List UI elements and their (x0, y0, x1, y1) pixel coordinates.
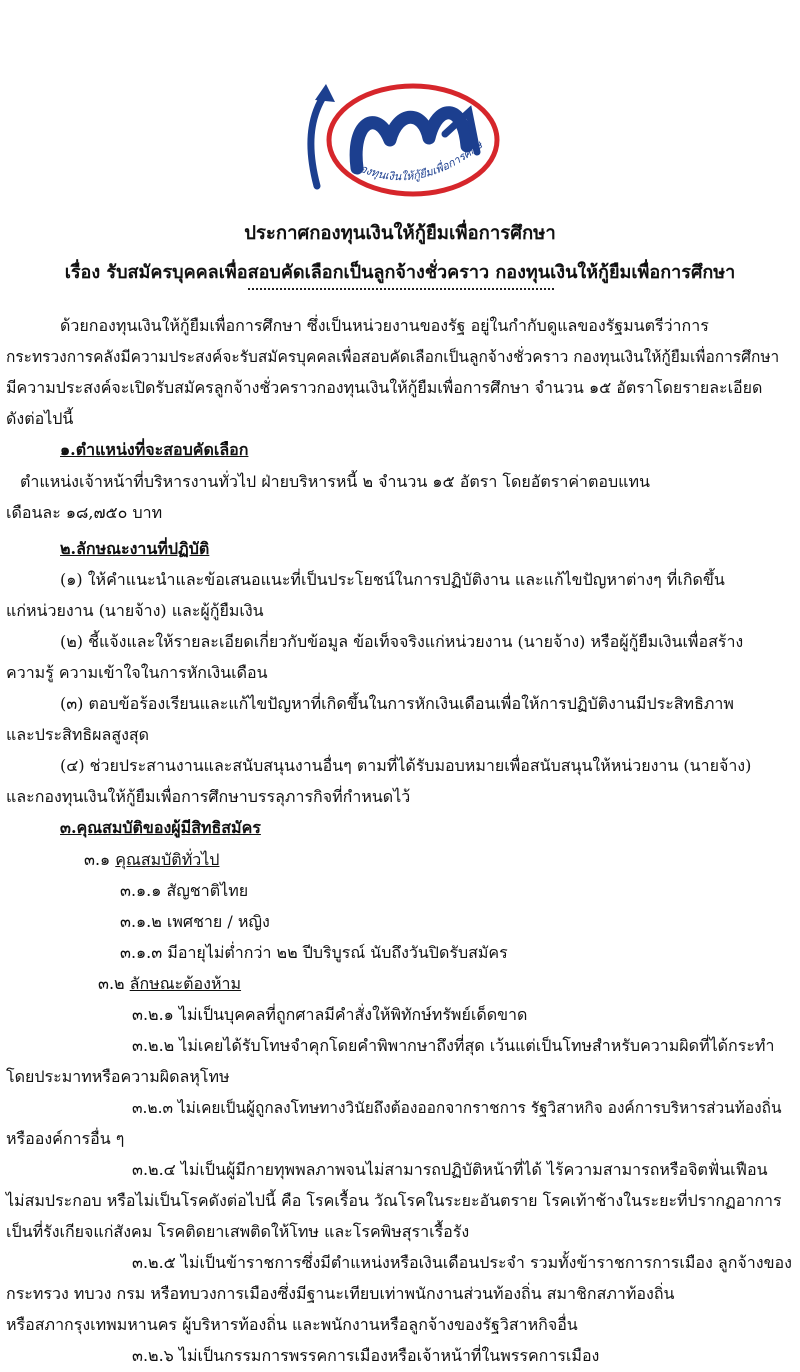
section-3-heading: ๓.คุณสมบัติของผู้มีสิทธิสมัคร (60, 818, 261, 837)
prohibition-line: หรือองค์การอื่น ๆ (6, 1129, 125, 1148)
section-3-1-heading (84, 850, 219, 870)
prohibition-line: ๓.๒.๖ ไม่เป็นกรรมการพรรคการเมืองหรือเจ้าหน้าที่ในพรรคการเมือง (132, 1346, 600, 1365)
prohibition-line: กระทรวง ทบวง กรม หรือทบวงการเมืองซึ่งมีฐานะเทียบเท่าพนักงานส่วนท้องถิ่น สมาชิกสภาท้องถิ่น (6, 1284, 675, 1303)
intro-line: มีความประสงค์จะเปิดรับสมัครลูกจ้างชั่วคราวกองทุนเงินให้กู้ยืมเพื่อการศึกษา จำนวน ๑๕ อัตราโดยรายละเอียด (6, 378, 763, 397)
section-2-heading: ๒.ลักษณะงานที่ปฏิบัติ (60, 539, 210, 558)
announcement-title: ประกาศกองทุนเงินให้กู้ยืมเพื่อการศึกษา (244, 223, 556, 244)
section-1-line: ตำแหน่งเจ้าหน้าที่บริหารงานทั่วไป ฝ่ายบริหารหนี้ ๒ จำนวน ๑๕ อัตรา โดยอัตราค่าตอบแทน (20, 472, 650, 491)
section-2-line: (๑) ให้คำแนะนำและข้อเสนอแนะที่เป็นประโยชน์ในการปฏิบัติงาน และแก้ไขปัญหาต่างๆ ที่เกิดขึ้น (60, 570, 725, 589)
intro-line: ด้วยกองทุนเงินให้กู้ยืมเพื่อการศึกษา ซึ่งเป็นหน่วยงานของรัฐ อยู่ในกำกับดูแลของรัฐมนตรีว่าการ (60, 316, 709, 335)
section-2-line: (๒) ชี้แจ้งและให้รายละเอียดเกี่ยวกับข้อมูล ข้อเท็จจริงแก่หน่วยงาน (นายจ้าง) หรือผู้กู้ยืมเงินเพื่อสร้าง (60, 632, 744, 651)
qualification-item: ๓.๑.๑ สัญชาติไทย (120, 881, 249, 900)
prohibition-line: ไม่สมประกอบ หรือไม่เป็นโรคดังต่อไปนี้ คือ โรคเรื้อน วัณโรคในระยะอันตราย โรคเท้าช้างในระยะที่ปรากฏอาการ (6, 1191, 782, 1210)
prohibition-line: ๓.๒.๕ ไม่เป็นข้าราชการซึ่งมีตำแหน่งหรือเงินเดือนประจำ รวมทั้งข้าราชการการเมือง ลูกจ้างของ (132, 1253, 792, 1272)
logo-ring-text: กองทุนเงินให้กู้ยืมเพื่อการศึกษ (351, 138, 485, 184)
section-3-1-title: คุณสมบัติทั่วไป (115, 850, 220, 869)
announcement-subject: เรื่อง รับสมัครบุคคลเพื่อสอบคัดเลือกเป็นลูกจ้างชั่วคราว กองทุนเงินให้กู้ยืมเพื่อการศึกษา (64, 262, 736, 283)
section-3-2-heading (98, 974, 241, 994)
prohibition-line: ๓.๒.๒ ไม่เคยได้รับโทษจำคุกโดยคำพิพากษาถึงที่สุด เว้นแต่เป็นโทษสำหรับความผิดที่ได้กระทำ (132, 1036, 775, 1055)
intro-line: ดังต่อไปนี้ (6, 409, 74, 428)
section-1-line: เดือนละ ๑๘,๗๕๐ บาท (6, 503, 163, 522)
section-2-line: ความรู้ ความเข้าใจในการหักเงินเดือน (6, 663, 268, 682)
qualification-item: ๓.๑.๒ เพศชาย / หญิง (120, 912, 270, 931)
section-3-1-number: ๓.๑ (84, 850, 111, 869)
intro-line: กระทรวงการคลังมีความประสงค์จะรับสมัครบุคคลเพื่อสอบคัดเลือกเป็นลูกจ้างชั่วคราว กองทุนเงินให้กู้ยืมเพื่อการศึกษา (6, 348, 780, 366)
section-2-line: แก่หน่วยงาน (นายจ้าง) และผู้กู้ยืมเงิน (6, 601, 264, 620)
section-3-2-number: ๓.๒ (98, 974, 125, 993)
section-2-line: (๓) ตอบข้อร้องเรียนและแก้ไขปัญหาที่เกิดขึ้นในการหักเงินเดือนเพื่อให้การปฏิบัติงานมีประสิทธิภาพ (60, 694, 734, 713)
section-2-line: และประสิทธิผลสูงสุด (6, 725, 150, 744)
prohibition-line: หรือสภากรุงเทพมหานคร ผู้บริหารท้องถิ่น และพนักงานหรือลูกจ้างของรัฐวิสาหกิจอื่น (6, 1315, 578, 1334)
section-2-line: (๔) ช่วยประสานงานและสนับสนุนงานอื่นๆ ตามที่ได้รับมอบหมายเพื่อสนับสนุนให้หน่วยงาน (นายจ้าง) (60, 756, 752, 775)
prohibition-line: เป็นที่รังเกียจแก่สังคม โรคติดยาเสพติดให้โทษ และโรคพิษสุราเรื้อรัง (6, 1222, 470, 1241)
section-1-heading: ๑.ตำแหน่งที่จะสอบคัดเลือก (60, 440, 249, 459)
prohibition-line: ๓.๒.๔ ไม่เป็นผู้มีกายทุพพลภาพจนไม่สามารถปฏิบัติหน้าที่ได้ ไร้ความสามารถหรือจิตฟั่นเฟือน (132, 1160, 768, 1179)
title-divider (248, 288, 554, 290)
section-3-2-title: ลักษณะต้องห้าม (129, 974, 242, 993)
section-2-line: และกองทุนเงินให้กู้ยืมเพื่อการศึกษาบรรลุภารกิจที่กำหนดไว้ (6, 787, 411, 806)
prohibition-line: ๓.๒.๑ ไม่เป็นบุคคลที่ถูกศาลมีคำสั่งให้พิทักษ์ทรัพย์เด็ดขาด (132, 1005, 528, 1024)
prohibition-line: โดยประมาทหรือความผิดลหุโทษ (6, 1067, 230, 1086)
prohibition-line: ๓.๒.๓ ไม่เคยเป็นผู้ถูกลงโทษทางวินัยถึงต้องออกจากราชการ รัฐวิสาหกิจ องค์การบริหารส่วนท้องถิ่น (132, 1099, 782, 1117)
kyosor-logo (295, 82, 505, 202)
qualification-item: ๓.๑.๓ มีอายุไม่ต่ำกว่า ๒๒ ปีบริบูรณ์ นับถึงวันปิดรับสมัคร (120, 943, 508, 962)
